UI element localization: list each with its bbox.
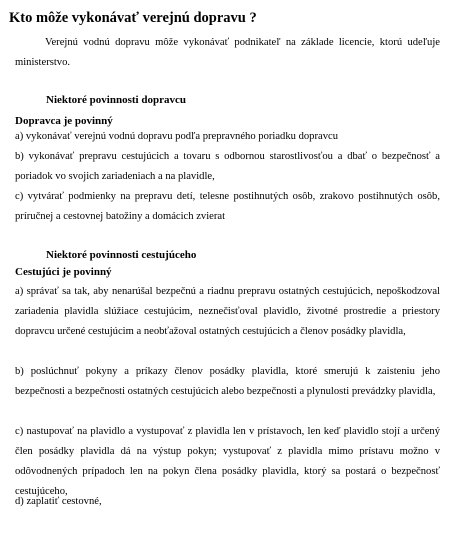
list-item: a) vykonávať verejnú vodnú dopravu podľa prepravného poriadku dopravcu xyxy=(15,131,339,142)
subheading-carrier-obligations: Dopravca je povinný xyxy=(15,115,113,127)
list-item: c) nastupovať na plavidlo a vystupovať z plavidla len v prístavoch, len keď plavidlo stojí a určený člen posádky plavidla dá na výstup pokyn; vystupovať z plavidla mimo prístavu možno v odôvodnených prípadoch len na pokyn člena posádky plavidla, ktorý sa postará o bezpečnosť cestujúceho, xyxy=(15,426,440,497)
list-item: b) poslúchnuť pokyny a príkazy členov posádky plavidla, ktoré smerujú k zaisteniu jeho bezpečnosti a bezpečnosti ostatných cestujúcich alebo bezpečnosti a plynulosti prevádzky plavidla, xyxy=(15,366,440,397)
subheading-passenger-obligations: Cestujúci je povinný xyxy=(15,266,112,278)
list-item: c) vytvárať podmienky na prepravu detí, telesne postihnutých osôb, zrakovo postihnutých osôb, príručnej a cestovnej batožiny a domácich zvierat xyxy=(15,191,440,222)
section-heading-carrier: Niektoré povinnosti dopravcu xyxy=(46,94,186,106)
list-item: b) vykonávať prepravu cestujúcich a tovaru s odbornou starostlivosťou a dbať o bezpečnosť a poriadok vo svojich zariadeniach a na plavidle, xyxy=(15,151,440,182)
list-item: a) správať sa tak, aby nenarúšal bezpečnú a riadnu prepravu ostatných cestujúcich, nepoškodzoval zariadenia plavidla slúžiace cestujúcim, neznečisťoval plavidlo, životné prostredie a priestory dopravcu určené cestujúcim a neobťažoval ostatných cestujúcich a členov posádky plavidla, xyxy=(15,286,440,337)
section-heading-passenger: Niektoré povinnosti cestujúceho xyxy=(46,249,197,261)
list-item: d) zaplatiť cestovné, xyxy=(15,496,102,507)
page-title: Kto môže vykonávať verejnú dopravu ? xyxy=(9,10,257,26)
intro-paragraph: Verejnú vodnú dopravu môže vykonávať podnikateľ na základe licencie, ktorú udeľuje ministerstvo. xyxy=(15,37,440,68)
